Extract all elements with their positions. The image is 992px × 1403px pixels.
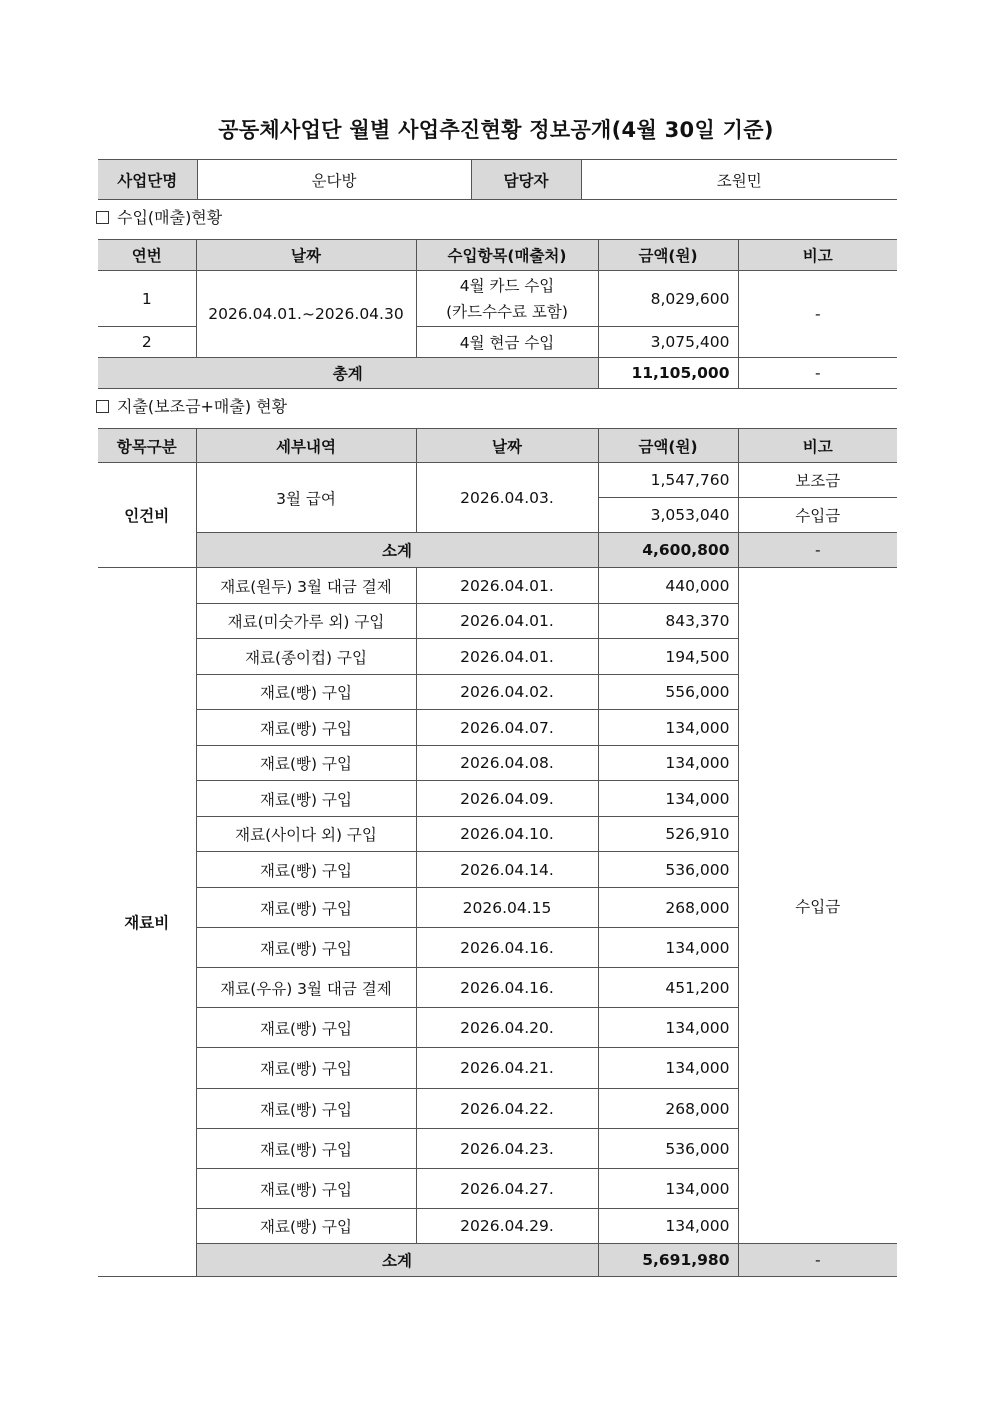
materials-amount: 843,370: [598, 604, 738, 639]
materials-amount: 194,500: [598, 639, 738, 675]
materials-amount: 134,000: [598, 1209, 738, 1244]
income-section-heading: [96, 205, 222, 228]
materials-date: 2026.04.16.: [416, 968, 598, 1008]
labor-date: 2026.04.03.: [416, 463, 598, 533]
income-total-label: 총계: [98, 358, 598, 389]
materials-date: 2026.04.21.: [416, 1048, 598, 1089]
materials-detail: 재료(빵) 구입: [196, 1209, 416, 1244]
materials-detail: 재료(빵) 구입: [196, 1008, 416, 1048]
materials-detail: 재료(빵) 구입: [196, 710, 416, 746]
labor-category: 인건비: [98, 463, 196, 568]
income-item: 4월 현금 수입: [416, 327, 598, 358]
materials-amount: 536,000: [598, 852, 738, 888]
materials-detail: 재료(빵) 구입: [196, 1089, 416, 1129]
materials-amount: 536,000: [598, 1129, 738, 1169]
income-item-cell: [416, 271, 598, 327]
materials-subtotal-row: [98, 1244, 897, 1277]
materials-note: 수입금: [738, 568, 897, 1244]
materials-amount: 440,000: [598, 568, 738, 604]
income-item: 4월 카드 수입: [459, 276, 555, 295]
materials-date: 2026.04.08.: [416, 746, 598, 781]
org-info-table: [98, 159, 897, 200]
income-amount: 3,075,400: [598, 327, 738, 358]
income-section-title: 수입(매출)현황: [117, 208, 223, 227]
income-item-sub: (카드수수료 포함): [446, 302, 568, 321]
checkbox-square-icon: [96, 211, 109, 224]
manager-value: 조원민: [581, 160, 897, 200]
materials-date: 2026.04.01.: [416, 604, 598, 639]
materials-detail: 재료(빵) 구입: [196, 781, 416, 817]
expense-header-amount: 금액(원): [598, 429, 738, 463]
labor-subtotal-amount: 4,600,800: [598, 533, 738, 568]
org-name-value: 운다방: [197, 160, 471, 200]
checkbox-square-icon: [96, 400, 109, 413]
income-header-amount: 금액(원): [598, 240, 738, 271]
materials-amount: 556,000: [598, 675, 738, 710]
materials-amount: 134,000: [598, 781, 738, 817]
materials-detail: 재료(빵) 구입: [196, 675, 416, 710]
labor-subtotal-row: [98, 533, 897, 568]
income-date-range: 2026.04.01.~2026.04.30: [196, 271, 416, 358]
income-total-row: [98, 358, 897, 389]
labor-note: 수입금: [738, 498, 897, 533]
table-row: [98, 568, 897, 604]
materials-amount: 451,200: [598, 968, 738, 1008]
org-name-label: 사업단명: [98, 160, 197, 200]
materials-category: 재료비: [98, 568, 196, 1277]
materials-detail: 재료(빵) 구입: [196, 1048, 416, 1089]
materials-date: 2026.04.16.: [416, 928, 598, 968]
materials-amount: 134,000: [598, 1008, 738, 1048]
expense-section-heading: [96, 394, 287, 417]
income-header-item: 수입항목(매출처): [416, 240, 598, 271]
materials-date: 2026.04.10.: [416, 817, 598, 852]
materials-detail: 재료(빵) 구입: [196, 888, 416, 928]
materials-date: 2026.04.01.: [416, 639, 598, 675]
materials-detail: 재료(원두) 3월 대금 결제: [196, 568, 416, 604]
labor-amount: 1,547,760: [598, 463, 738, 498]
income-header-date: 날짜: [196, 240, 416, 271]
materials-amount: 268,000: [598, 1089, 738, 1129]
expense-header-category: 항목구분: [98, 429, 196, 463]
materials-detail: 재료(우유) 3월 대금 결제: [196, 968, 416, 1008]
materials-detail: 재료(사이다 외) 구입: [196, 817, 416, 852]
income-table: [98, 239, 897, 389]
materials-detail: 재료(빵) 구입: [196, 852, 416, 888]
labor-subtotal-note: -: [738, 533, 897, 568]
materials-subtotal-label: 소계: [196, 1244, 598, 1277]
materials-date: 2026.04.02.: [416, 675, 598, 710]
labor-note: 보조금: [738, 463, 897, 498]
materials-amount: 268,000: [598, 888, 738, 928]
income-total-note: -: [738, 358, 897, 389]
expense-header-date: 날짜: [416, 429, 598, 463]
materials-date: 2026.04.20.: [416, 1008, 598, 1048]
materials-subtotal-amount: 5,691,980: [598, 1244, 738, 1277]
income-amount: 8,029,600: [598, 271, 738, 327]
page-title: 공동체사업단 월별 사업추진현황 정보공개(4월 30일 기준): [218, 118, 774, 142]
materials-amount: 526,910: [598, 817, 738, 852]
income-header-no: 연번: [98, 240, 196, 271]
materials-date: 2026.04.22.: [416, 1089, 598, 1129]
materials-detail: 재료(미숫가루 외) 구입: [196, 604, 416, 639]
income-note: -: [738, 271, 897, 358]
materials-date: 2026.04.15: [416, 888, 598, 928]
materials-amount: 134,000: [598, 1048, 738, 1089]
materials-subtotal-note: -: [738, 1244, 897, 1277]
expense-header-detail: 세부내역: [196, 429, 416, 463]
materials-amount: 134,000: [598, 746, 738, 781]
labor-subtotal-label: 소계: [196, 533, 598, 568]
income-row-no: 1: [98, 271, 196, 327]
labor-amount: 3,053,040: [598, 498, 738, 533]
table-row: [98, 463, 897, 498]
labor-detail: 3월 급여: [196, 463, 416, 533]
materials-detail: 재료(빵) 구입: [196, 1129, 416, 1169]
manager-label: 담당자: [471, 160, 581, 200]
income-header-note: 비고: [738, 240, 897, 271]
materials-detail: 재료(빵) 구입: [196, 928, 416, 968]
materials-date: 2026.04.29.: [416, 1209, 598, 1244]
materials-amount: 134,000: [598, 1169, 738, 1209]
materials-detail: 재료(종이컵) 구입: [196, 639, 416, 675]
materials-date: 2026.04.09.: [416, 781, 598, 817]
materials-date: 2026.04.27.: [416, 1169, 598, 1209]
expense-section-title: 지출(보조금+매출) 현황: [117, 397, 288, 416]
table-row: [98, 271, 897, 327]
materials-date: 2026.04.14.: [416, 852, 598, 888]
materials-detail: 재료(빵) 구입: [196, 1169, 416, 1209]
materials-amount: 134,000: [598, 710, 738, 746]
materials-detail: 재료(빵) 구입: [196, 746, 416, 781]
materials-amount: 134,000: [598, 928, 738, 968]
materials-date: 2026.04.23.: [416, 1129, 598, 1169]
income-row-no: 2: [98, 327, 196, 358]
income-total-amount: 11,105,000: [598, 358, 738, 389]
expense-table: [98, 428, 897, 1277]
materials-date: 2026.04.07.: [416, 710, 598, 746]
expense-header-note: 비고: [738, 429, 897, 463]
materials-rows: [98, 568, 897, 1277]
materials-date: 2026.04.01.: [416, 568, 598, 604]
